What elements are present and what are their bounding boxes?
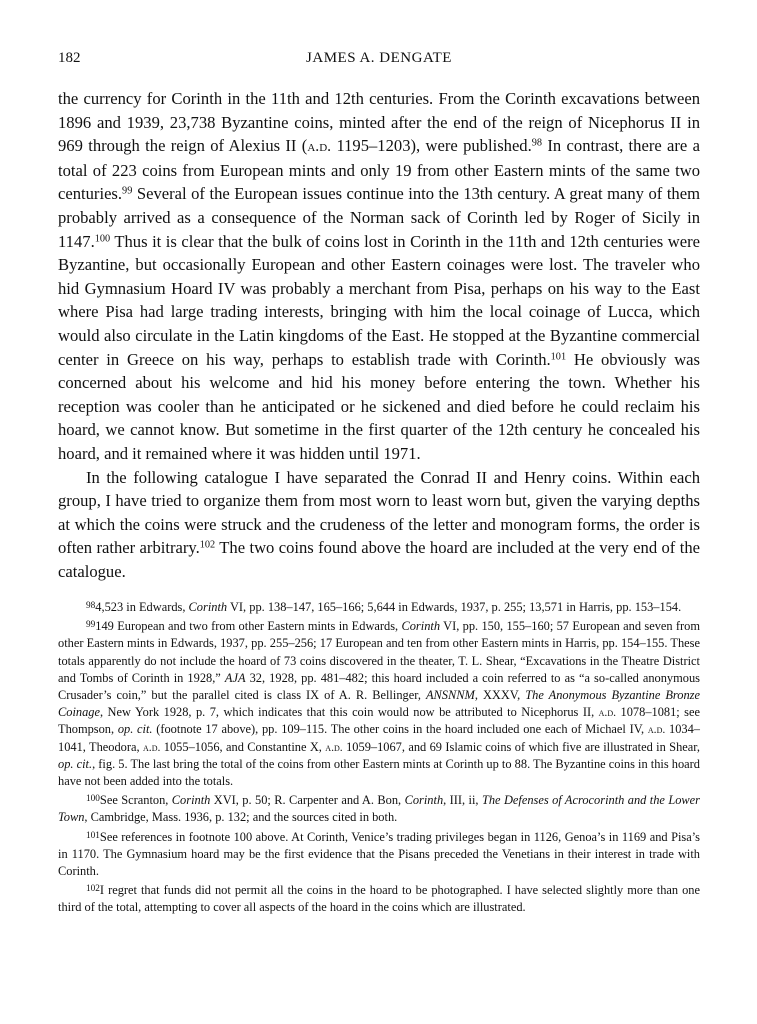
footnote-ref[interactable]: 101 [550, 350, 567, 362]
page-number: 182 [58, 50, 81, 66]
era-abbrev: a.d. [307, 138, 332, 156]
running-head: JAMES A. DENGATE [306, 50, 452, 66]
paragraph: the currency for Corinth in the 11th and 12th centuries. From the Corinth excavations between 1896 and 1939, 23,738 Byzantine coins, minted after the end of the reign of Nicephorus II in 969 through the reign of Alexius II (a.d. 1195–1203), were published.$^{98}$ In contrast, there are a total of 223 coins from European mints and only 19 from other Eastern mints of the same two centuries.$^{99}$ Several of the European issues continue into the 13th century. A great many of them probably arrived as a consequence of the Norman sack of Corinth led by Roger of Sicily in 1147.$^{100}$ Thus it is clear that the bulk of coins lost in Corinth in the 11th and 12th centuries were Byzantine, but occasionally European and other Eastern coinages were lost. The traveler who hid Gymnasium Hoard IV was probably a merchant from Pisa, perhaps on his way to the East where Pisa had large trading interests, bringing with him the local coinage of Lucca, which would also circulate in the Latin kingdoms of the East. He stopped at the Byzantine commercial center in Greece on his way, perhaps to establish trade with Corinth.$^{101}$ He obviously was concerned about his welcome and hid his money before entering the town. Whether his reception was cooler than he anticipated or he sickened and died before he could reclaim his hoard, we cannot know. But sometime in the first quarter of the 12th century he concealed his hoard, and it remained where it was hidden until 1971. [58, 89, 701, 463]
footnotes [58, 599, 700, 919]
footnote-ref[interactable]: 98 [531, 137, 543, 149]
footnote-ref[interactable]: 100 [94, 232, 111, 244]
footnote-100: $^{100}$See Scranton, Corinth XVI, p. 50; R. Carpenter and A. Bon, Corinth, III, ii, The Defenses of Acrocorinth and the Lower Town, Cambridge, Mass. 1936, p. 132; and the sources cited in both. [58, 793, 700, 825]
footnote-102: $^{102}$I regret that funds did not permit all the coins in the hoard to be photographed. I have selected slightly more than one third of the total, attempting to cover all aspects of the hoard in the coins which are illustrated. [58, 883, 700, 915]
footnote-ref[interactable]: 102 [199, 539, 216, 551]
main-text [58, 87, 700, 583]
footnote-99: $^{99}$149 European and two from other Eastern mints in Edwards, Corinth VI, pp. 150, 155–160; 57 European and seven from other Eastern mints in Edwards, 1937, pp. 255–256; 17 European and ten from other Eastern mints in Harris, pp. 154–155. These totals apparently do not include the hoard of 73 coins discovered in the theater, T. L. Shear, “Excavations in the Theatre District and Tombs of Corinth in 1928,” AJA 32, 1928, pp. 481–482; this hoard included a coin referred to as “a so-called anonymous Crusader’s coin,” but the parallel cited is class IX of A. R. Bellinger, ANSNNM, XXXV, The Anonymous Byzantine Bronze Coinage, New York 1928, p. 7, which indicates that this coin would now be attributed to Nicephorus II, a.d. 1078–1081; see Thompson, op. cit. (footnote 17 above), pp. 109–115. The other coins in the hoard included one each of Michael IV, a.d. 1034–1041, Theodora, a.d. 1055–1056, and Constantine X, a.d. 1059–1067, and 69 Islamic coins of which five are illustrated in Shear, op. cit., fig. 5. The last bring the total of the coins from other Eastern mints at Corinth up to 88. The Byzantine coins in this hoard have not been added into the totals. [58, 619, 701, 789]
page-header [58, 50, 700, 72]
footnote-101: $^{101}$See references in footnote 100 above. At Corinth, Venice’s trading privileges began in 1126, Genoa’s in 1169 and Pisa’s in 1170. The Gymnasium hoard may be the first evidence that the Pisans preceded the Venetians in their interest in trade with Corinth. [58, 829, 700, 879]
footnote-98: $^{98}$4,523 in Edwards, Corinth VI, pp. 138–147, 165–166; 5,644 in Edwards, 1937, p. 255; 13,571 in Harris, pp. 153–154. [86, 600, 682, 614]
paragraph: In the following catalogue I have separated the Conrad II and Henry coins. Within each group, I have tried to organize them from most worn to least worn but, given the varying depths at which the coins were struck and the crudeness of the letter and monogram forms, the order is often rather arbitrary.$^{102}$ The two coins found above the hoard are included at the very end of the catalogue. [58, 467, 700, 581]
footnote-ref[interactable]: 99 [122, 185, 133, 197]
